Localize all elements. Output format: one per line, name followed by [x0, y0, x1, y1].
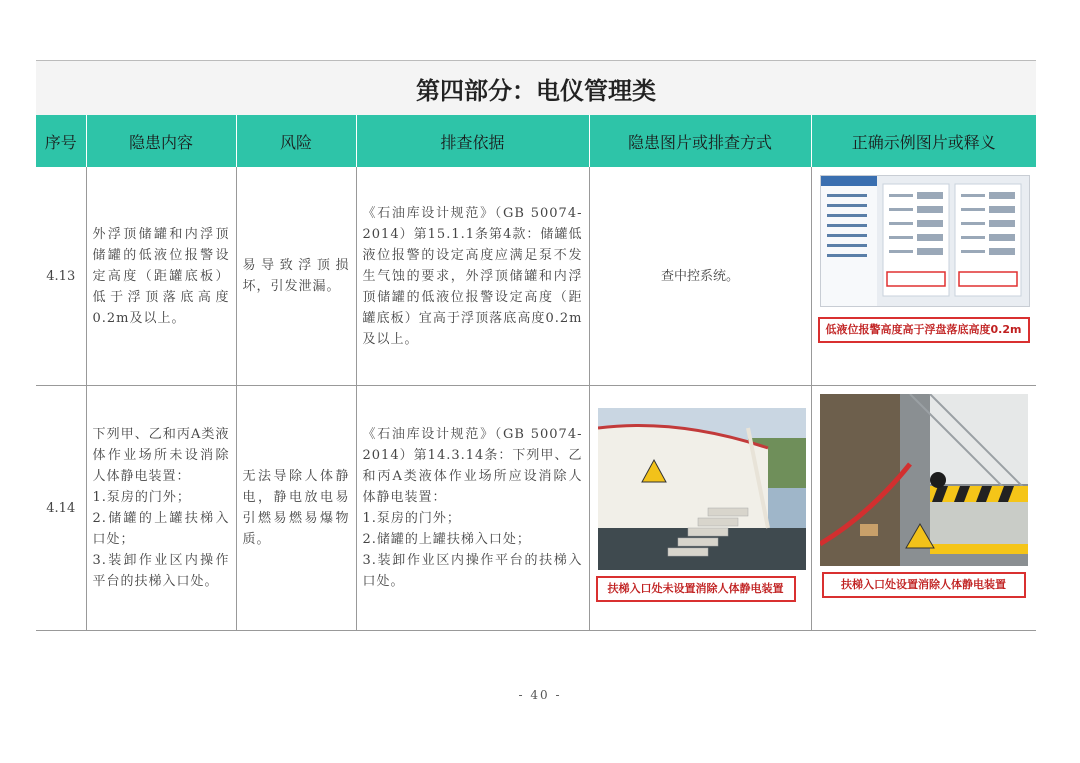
table-row: [36, 167, 1036, 386]
example-image-cell: [811, 386, 1036, 631]
header-example: 正确示例图片或释义: [811, 115, 1036, 167]
hazard-text: 下列甲、乙和丙A类液体作业场所未设消除人体静电装置： 1.泵房的门外； 2.储罐的上罐扶梯入口处； 3.装卸作业区内操作平台的扶梯入口处。: [86, 386, 236, 631]
basis-text: 《石油库设计规范》（GB 50074-2014）第14.3.14条：下列甲、乙和丙A类液体作业场所应设消除人体静电装置： 1.泵房的门外； 2.储罐的上罐扶梯入口处； 3.装卸作业区内操作平台的扶梯入口处。: [356, 386, 589, 631]
stair-entrance-photo: [820, 394, 1028, 566]
control-system-screenshot: [820, 175, 1030, 307]
row-number: 4.14: [36, 386, 86, 631]
header-hazard: 隐患内容: [86, 115, 236, 167]
page-number: - 40 -: [518, 688, 562, 702]
table-header-row: [36, 115, 1036, 167]
basis-text: 《石油库设计规范》（GB 50074-2014）第15.1.1条第4款：储罐低液位报警的设定高度应满足泵不发生气蚀的要求，外浮顶储罐和内浮顶储罐的低液位报警设定高度（距罐底板）宜高于浮顶落底高度0.2m及以上。: [356, 167, 589, 386]
header-basis: 排查依据: [356, 115, 589, 167]
header-hazard-image: 隐患图片或排查方式: [589, 115, 811, 167]
section-title: 第四部分：电仪管理类: [36, 60, 1036, 116]
header-no: 序号: [36, 115, 86, 167]
risk-text: 无法导除人体静电，静电放电易引燃易燃易爆物质。: [236, 386, 356, 631]
check-method-text: 查中控系统。: [589, 167, 811, 386]
example-caption: 低液位报警高度高于浮盘落底高度0.2m: [818, 317, 1030, 343]
example-image-cell: [811, 167, 1036, 386]
table-row: [36, 386, 1036, 631]
row-number: 4.13: [36, 167, 86, 386]
control-system-screenshot-drawing: [821, 176, 1029, 306]
hazard-image-cell: [589, 386, 811, 631]
risk-text: 易导致浮顶损坏，引发泄漏。: [236, 167, 356, 386]
header-risk: 风险: [236, 115, 356, 167]
hazard-table: [36, 115, 1036, 631]
tank-stairs-photo: [598, 408, 806, 570]
tank-stairs-photo-drawing: [598, 408, 806, 570]
stair-entrance-photo-drawing: [820, 394, 1028, 566]
hazard-caption: 扶梯入口处未设置消除人体静电装置: [596, 576, 796, 602]
example-caption: 扶梯入口处设置消除人体静电装置: [822, 572, 1026, 598]
hazard-text: 外浮顶储罐和内浮顶储罐的低液位报警设定高度（距罐底板）低于浮顶落底高度0.2m及以上。: [86, 167, 236, 386]
